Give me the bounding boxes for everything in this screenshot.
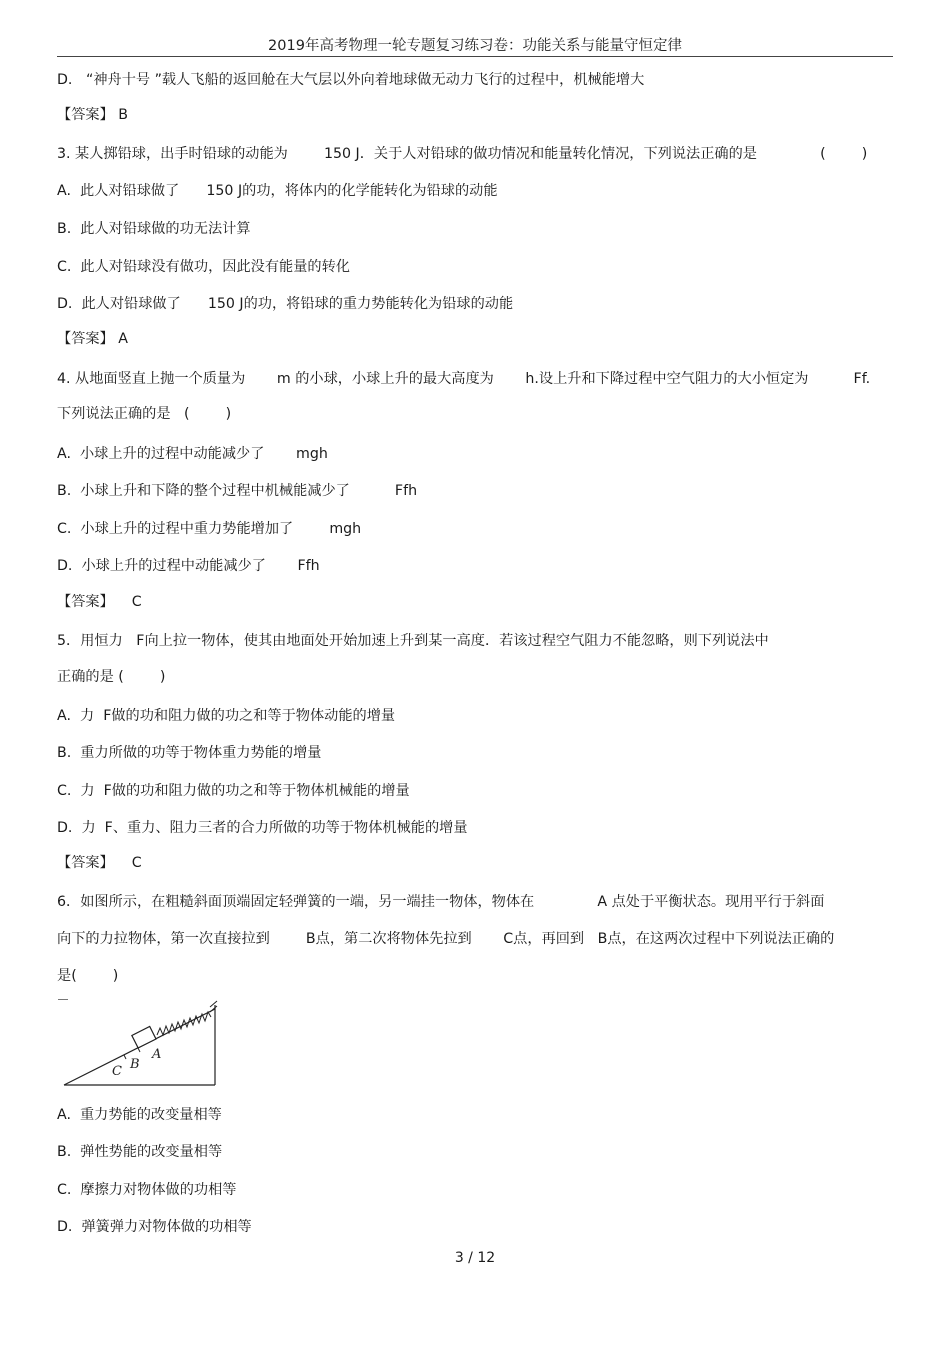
text-line: D. “神舟十号 ”载人飞船的返回舱在大气层以外向着地球做无动力飞行的过程中，机械能增大: [57, 72, 645, 88]
text-line: 【答案】 C: [57, 594, 142, 610]
text-line: A. 重力势能的改变量相等: [57, 1107, 222, 1123]
text-line: A. 此人对铅球做了 150 J的功，将体内的化学能转化为铅球的动能: [57, 183, 498, 199]
label-a: A: [152, 1047, 162, 1062]
text-line: 是( ): [57, 968, 119, 984]
header-rule: [57, 56, 893, 57]
text-line: D. 此人对铅球做了 150 J的功，将铅球的重力势能转化为铅球的动能: [57, 296, 514, 312]
text-line: 3. 某人掷铅球，出手时铅球的动能为 150 J．关于人对铅球的做功情况和能量转化情况，下列说法正确的是 ( ): [57, 146, 868, 162]
text-line: C. 摩擦力对物体做的功相等: [57, 1182, 237, 1198]
text-line: D. 弹簧弹力对物体做的功相等: [57, 1219, 252, 1235]
text-line: D. 小球上升的过程中动能减少了 Ffh: [57, 558, 320, 574]
text-line: A. 小球上升的过程中动能减少了 mgh: [57, 446, 328, 462]
text-line: B. 重力所做的功等于物体重力势能的增量: [57, 745, 322, 761]
text-line: 【答案】 A: [57, 331, 128, 347]
text-line: B. 小球上升和下降的整个过程中机械能减少了 Ffh: [57, 483, 418, 499]
text-line: C. 力 F做的功和阻力做的功之和等于物体机械能的增量: [57, 783, 410, 799]
text-line: 6．如图所示，在粗糙斜面顶端固定轻弹簧的一端，另一端挂一物体，物体在 A 点处于平衡状态。现用平行于斜面: [57, 894, 825, 910]
text-line: D. 力 F、重力、阻力三者的合力所做的功等于物体机械能的增量: [57, 820, 468, 836]
text-line: C. 小球上升的过程中重力势能增加了 mgh: [57, 521, 362, 537]
text-line: C. 此人对铅球没有做功，因此没有能量的转化: [57, 259, 350, 275]
text-line: 【答案】 C: [57, 855, 142, 871]
text-line: 向下的力拉物体，第一次直接拉到 B点，第二次将物体先拉到 C点，再回到 B点，在这两次过程中下列说法正确的: [57, 931, 835, 947]
text-line: B. 弹性势能的改变量相等: [57, 1144, 223, 1160]
text-line: B. 此人对铅球做的功无法计算: [57, 221, 251, 237]
incline-spring-figure: [60, 995, 220, 1090]
text-line: A. 力 F做的功和阻力做的功之和等于物体动能的增量: [57, 708, 396, 724]
text-line: 【答案】 B: [57, 107, 128, 123]
text-line: 5．用恒力 F向上拉一物体，使其由地面处开始加速上升到某一高度．若该过程空气阻力不能忽略，则下列说法中: [57, 633, 769, 649]
page-header: 2019年高考物理一轮专题复习练习卷：功能关系与能量守恒定律: [268, 38, 682, 54]
text-line: 4. 从地面竖直上抛一个质量为 m 的小球，小球上升的最大高度为 h.设上升和下降过程中空气阻力的大小恒定为 Ff.: [57, 371, 871, 387]
text-line: 下列说法正确的是 ( ): [57, 406, 232, 422]
text-line: 正确的是 ( ): [57, 669, 166, 685]
page-number: 3 / 12: [454, 1250, 496, 1266]
label-c: C: [112, 1064, 122, 1079]
label-b: B: [130, 1057, 140, 1072]
